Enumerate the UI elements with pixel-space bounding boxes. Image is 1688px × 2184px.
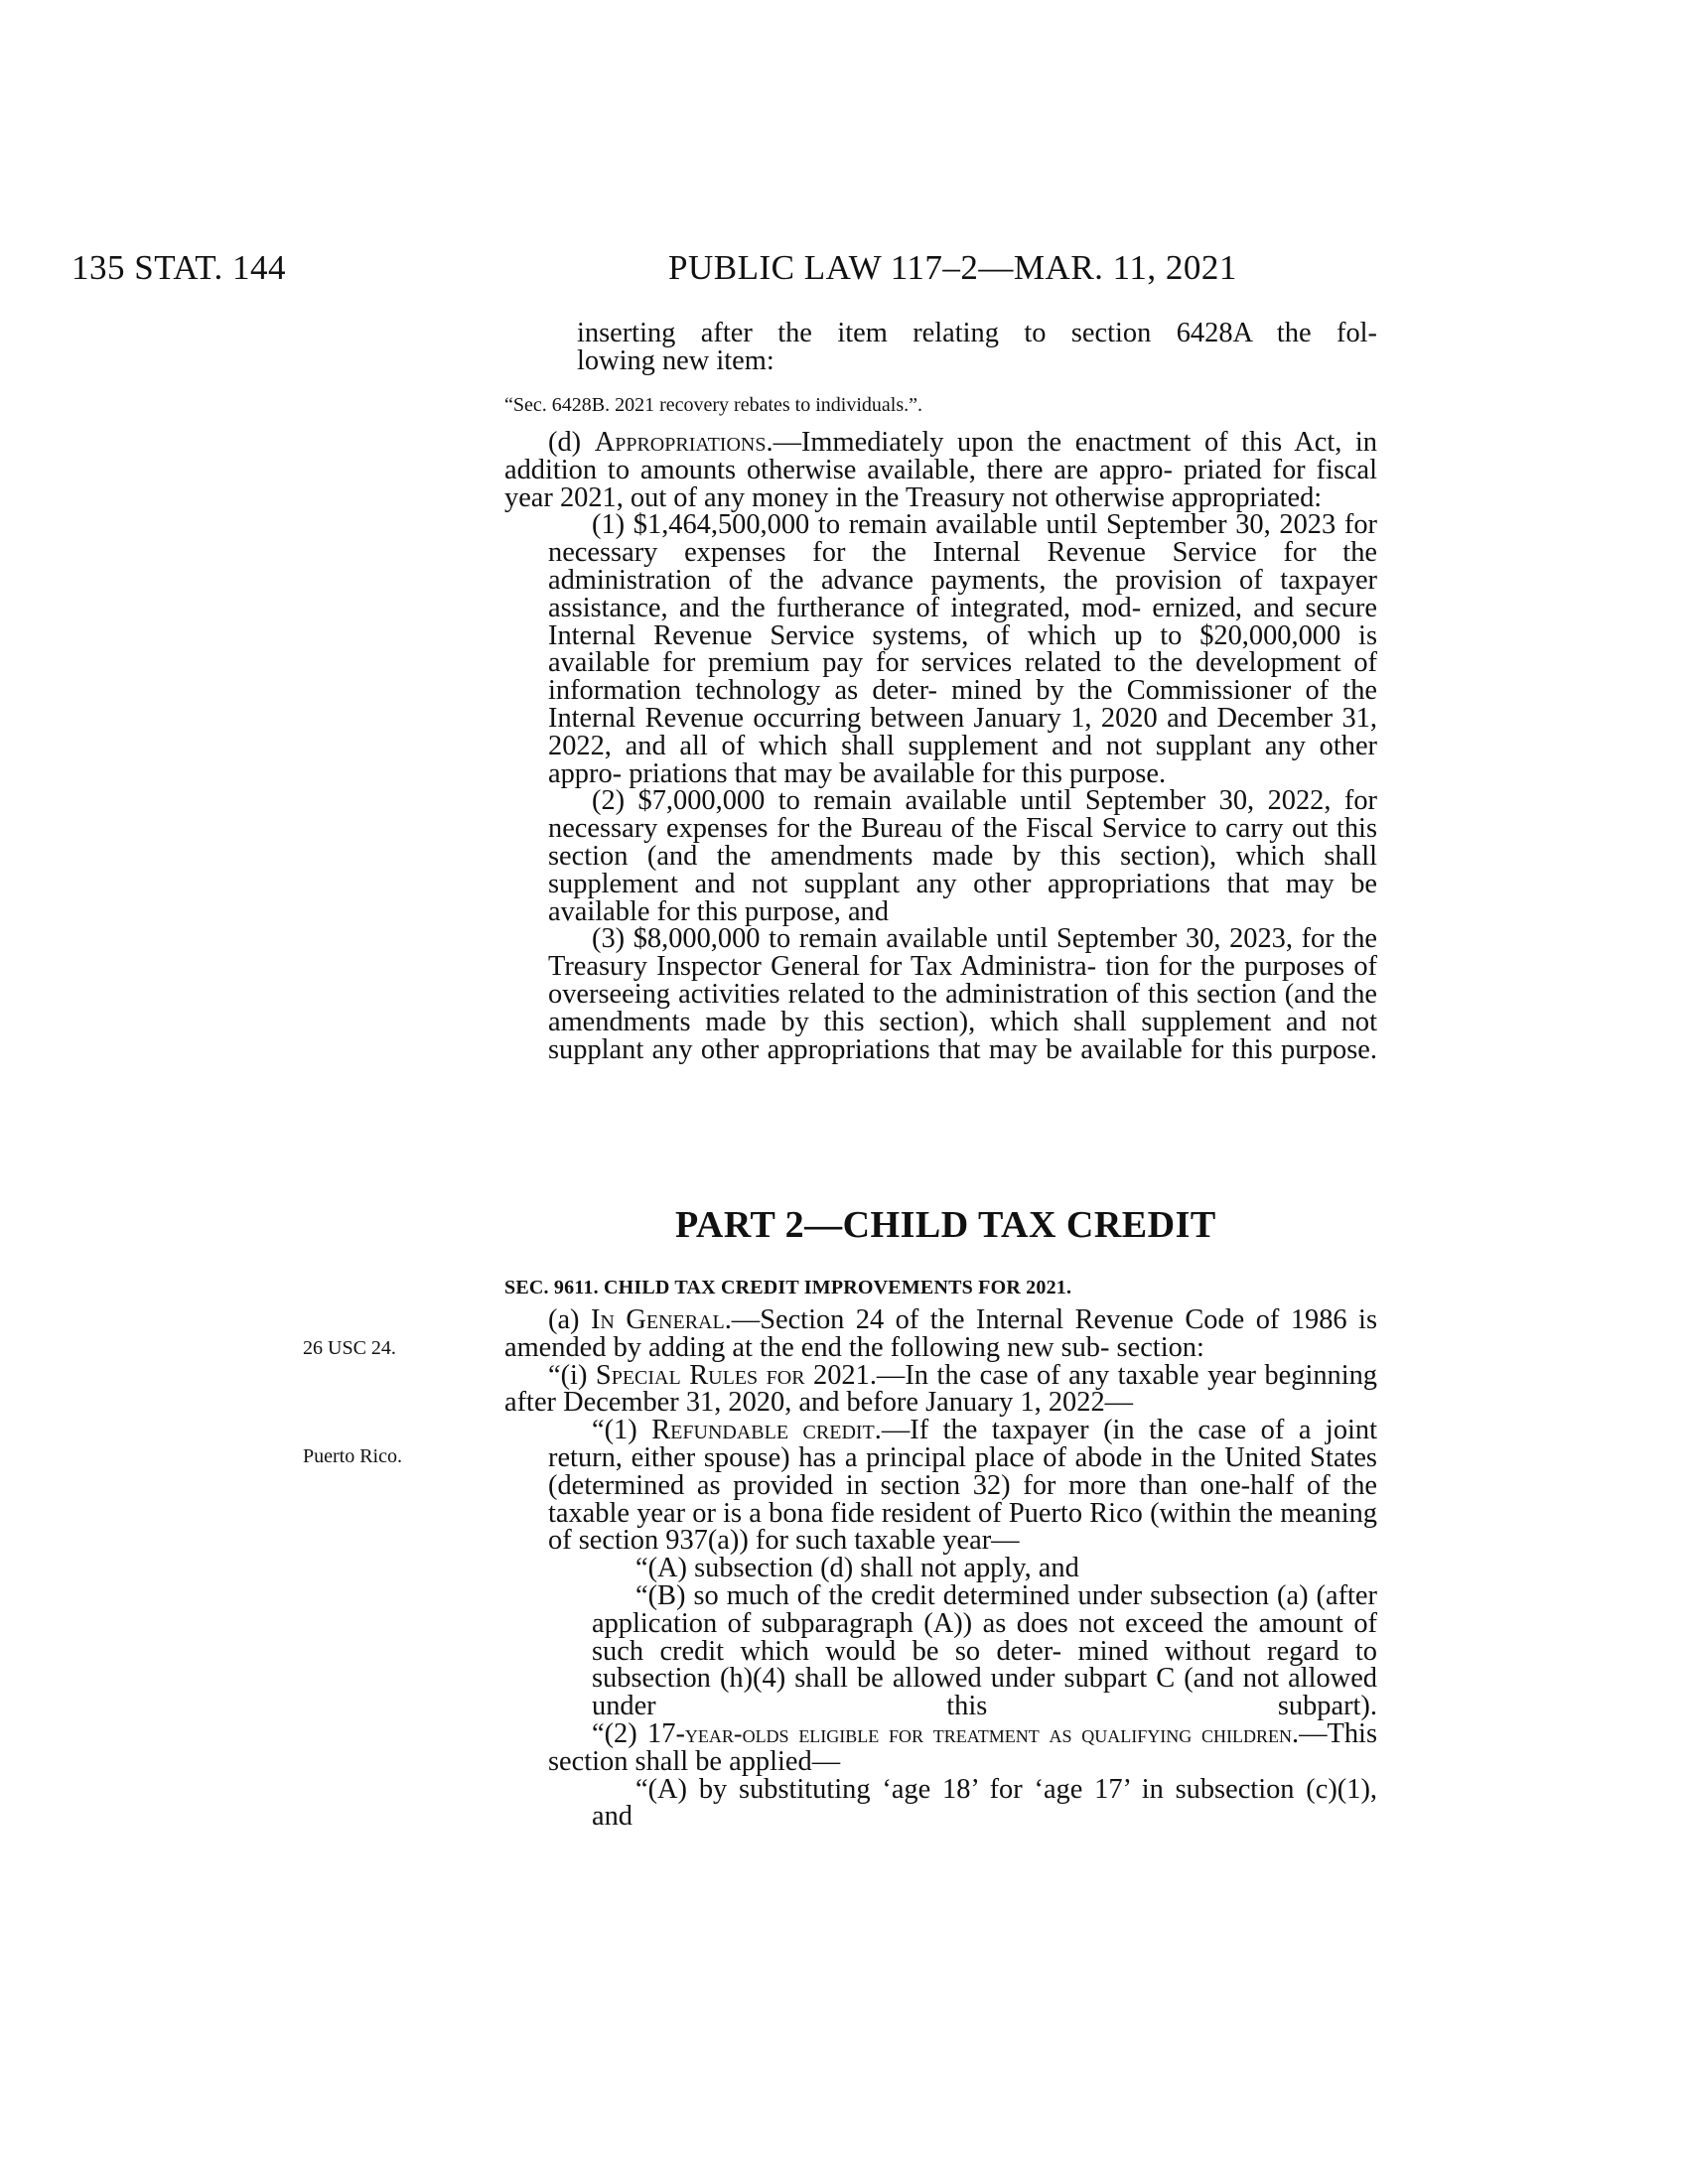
refundable-credit-heading: Refundable credit [651, 1415, 875, 1446]
intro-line-2: lowing new item: [577, 344, 774, 376]
part-title: PART 2—CHILD TAX CREDIT [675, 1204, 1216, 1246]
margin-note-puerto-rico: Puerto Rico. [303, 1445, 402, 1467]
running-head-title: PUBLIC LAW 117–2—MAR. 11, 2021 [668, 248, 1237, 287]
seventeen-year-olds-paragraph: “(2) 17-year-olds eligible for treatment as qualifying children.—This section shall be applied— [548, 1717, 1377, 1777]
margin-note-usc: 26 USC 24. [303, 1337, 396, 1359]
seventeen-subparagraph-a: “(A) by substituting ‘age 18’ for ‘age 17’ in subsection (c)(1), and [592, 1773, 1377, 1833]
special-rules-paragraph: “(i) Special Rules for 2021.—In the case of any taxable year beginning after December 31, 2020, and before January 1, 2022— [504, 1359, 1378, 1419]
section-title: SEC. 9611. CHILD TAX CREDIT IMPROVEMENTS FOR 2021. [504, 1277, 1072, 1298]
refundable-subparagraph-b: “(B) so much of the credit determined under subsection (a) (after application of subparagraph (A)) as does not exceed the amount of such credit which would be so deter- mined without regard to subsection (h)(4) shall be allowed under subpart C (and not allowed under this subpart). [592, 1579, 1377, 1722]
appropriations-item-1: (1) $1,464,500,000 to remain available until September 30, 2023 for necessary expenses for the Internal Revenue Service for the administration of the advance payments, the provision of taxpayer assistance, and the furtherance of integrated, mod- ernized, and secure Internal Revenue Service systems, of which up to $20,000,000 is available for premium pay for services related to the development of information technology as deter- mined by the Commissioner of the Internal Revenue occurring between January 1, 2020 and December 31, 2022, and all of which shall supplement and not supplant any other appro- priations that may be available for this purpose. [548, 509, 1377, 789]
section-body [504, 1306, 1377, 1831]
page-stat-number: 135 STAT. 144 [71, 248, 286, 287]
appropriations-intro: (d) Appropriations.—Immediately upon the enactment of this Act, in addition to amounts otherwise available, there are appro- priated for fiscal year 2021, out of any money in the Treasury not otherwise appropriated: [504, 427, 1378, 513]
appropriations-heading: Appropriations [594, 427, 767, 458]
intro-line-1: inserting after the item relating to section 6428A the fol- [577, 318, 1377, 348]
special-rules-heading: Special Rules for 2021 [595, 1359, 870, 1391]
seventeen-year-olds-heading: year-olds eligible for treatment as qualifying children [684, 1718, 1293, 1748]
appropriations-item-3: (3) $8,000,000 to remain available until September 30, 2023, for the Treasury Inspector General for Tax Administra- tion for the purposes of overseeing activities related to the administration of this section (and the amendments made by this section), which shall supplement and not supplant any other appropriations that may be available for this purpose. [548, 923, 1377, 1065]
appropriations-section [504, 429, 1377, 1063]
refundable-credit-paragraph: “(1) Refundable credit.—If the taxpayer (in the case of a joint return, either spouse) has a principal place of abode in the United States (determined as provided in section 32) for more than one-half of the taxable year or is a bona fide resident of Puerto Rico (within the meaning of section 937(a)) for such taxable year— [548, 1415, 1377, 1557]
appropriations-item-2: (2) $7,000,000 to remain available until September 30, 2022, for necessary expenses for the Bureau of the Fiscal Service to carry out this section (and the amendments made by this section), which shall supplement and not supplant any other appropriations that may be available for this purpose, and [548, 785, 1377, 927]
in-general-heading: In General [590, 1304, 725, 1335]
in-general-paragraph: (a) In General.—Section 24 of the Internal Revenue Code of 1986 is amended by adding at the end the following new sub- section: [504, 1304, 1377, 1363]
refundable-subparagraph-a: “(A) subsection (d) shall not apply, and [635, 1553, 1079, 1584]
table-of-contents-item: “Sec. 6428B. 2021 recovery rebates to individuals.”. [504, 394, 922, 416]
intro-paragraph [577, 320, 1377, 375]
